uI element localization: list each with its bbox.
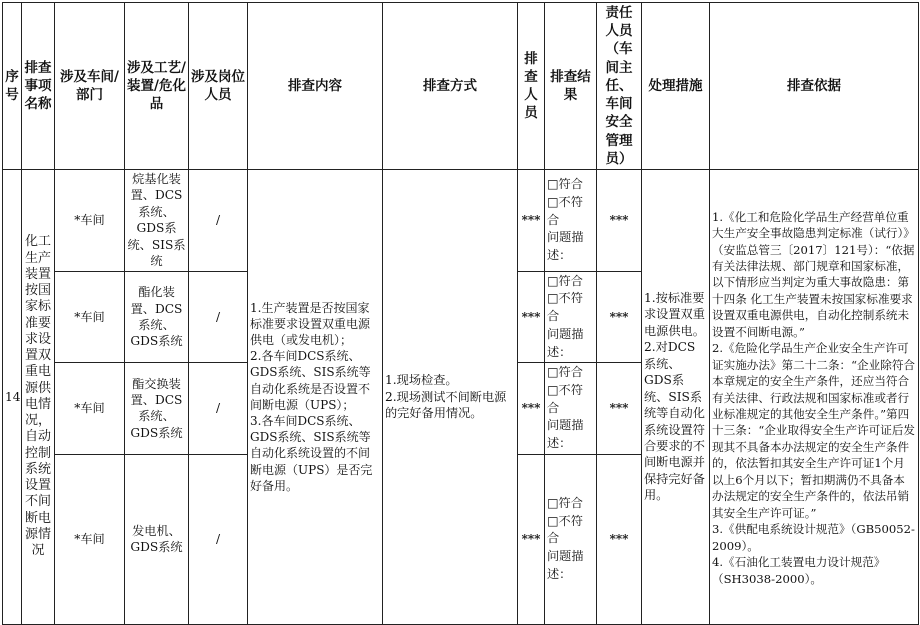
row-result: □符合 □不符合 问题描述： xyxy=(545,363,597,454)
header-post: 涉及岗位人员 xyxy=(189,3,248,170)
header-item: 排查事项名称 xyxy=(22,3,55,170)
row-dept: *车间 xyxy=(55,169,125,271)
row-result: □符合 □不符合 问题描述： xyxy=(545,454,597,624)
header-measures: 处理措施 xyxy=(642,3,710,170)
header-inspector: 排查人员 xyxy=(518,3,545,170)
row-process: 烷基化装置、DCS系统、GDS系统、SIS系统 xyxy=(125,169,189,271)
inspection-table xyxy=(2,2,919,625)
row-dept: *车间 xyxy=(55,363,125,454)
header-responsible: 责任人员（车间主任、车间安全管理员） xyxy=(597,3,642,170)
row-content: 1.生产装置是否按国家标准要求设置双重电源供电（或发电机）； 2.各车间DCS系统、GDS系统、SIS系统等自动化系统是否设置不间断电源（UPS）； 3.各车间DCS系统、GDS系统、SIS系统等自动化系统设置的不间断电源（UPS）是否完好备用。 xyxy=(248,169,383,624)
row-post: / xyxy=(189,454,248,624)
row-post: / xyxy=(189,169,248,271)
row-result: □符合 □不符合 问题描述： xyxy=(545,169,597,271)
header-seq: 序号 xyxy=(3,3,22,170)
row-process: 酯交换装置、DCS系统、GDS系统 xyxy=(125,363,189,454)
row-responsible: *** xyxy=(597,169,642,271)
header-row xyxy=(3,3,919,170)
row-process: 酯化装置、DCS系统、GDS系统 xyxy=(125,271,189,362)
header-process: 涉及工艺/装置/危化品 xyxy=(125,3,189,170)
row-dept: *车间 xyxy=(55,271,125,362)
row-responsible: *** xyxy=(597,271,642,362)
row-process: 发电机、GDS系统 xyxy=(125,454,189,624)
row-post: / xyxy=(189,363,248,454)
table-row xyxy=(3,169,919,271)
row-post: / xyxy=(189,271,248,362)
row-seq: 14 xyxy=(3,169,22,624)
row-responsible: *** xyxy=(597,363,642,454)
header-dept: 涉及车间/部门 xyxy=(55,3,125,170)
row-responsible: *** xyxy=(597,454,642,624)
header-result: 排查结果 xyxy=(545,3,597,170)
row-item-name: 化工生产装置按国家标准要求设置双重电源供电情况，自动控制系统设置不间断电源情况 xyxy=(22,169,55,624)
header-method: 排查方式 xyxy=(383,3,518,170)
row-inspector: *** xyxy=(518,363,545,454)
row-dept: *车间 xyxy=(55,454,125,624)
row-method: 1.现场检查。 2.现场测试不间断电源的完好备用情况。 xyxy=(383,169,518,624)
row-basis: 1.《化工和危险化学品生产经营单位重大生产安全事故隐患判定标准（试行）》（安监总管三〔2017〕121号）：“依据有关法律法规、部门规章和国家标准，以下情形应当判定为重大事故隐患：第十四条 化工生产装置未按国家标准要求设置双重电源供电，自动化控制系统未设置不间断电源。” 2.《危险化学品生产企业安全生产许可证实施办法》第二十二条：“企业除符合本章规定的安全生产条件，还应当符合有关法律、行政法规和国家标准或者行业标准规定的其他安全生产条件。”第四十三条：“企业取得安全生产许可证后发现其不具备本办法规定的安全生产条件的，依法暂扣其安全生产许可证1个月以上6个月以下；暂扣期满仍不具备本办法规定的安全生产条件的，依法吊销其安全生产许可证。” 3.《供配电系统设计规范》（GB50052-2009）。 4.《石油化工装置电力设计规范》（SH3038-2000）。 xyxy=(710,169,919,624)
header-content: 排查内容 xyxy=(248,3,383,170)
header-basis: 排查依据 xyxy=(710,3,919,170)
row-result: □符合 □不符合 问题描述： xyxy=(545,271,597,362)
row-inspector: *** xyxy=(518,271,545,362)
row-measures: 1.按标准要求设置双重电源供电。 2.对DCS系统、GDS系统、SIS系统等自动化系统设置符合要求的不间断电源并保持完好备用。 xyxy=(642,169,710,624)
row-inspector: *** xyxy=(518,169,545,271)
row-inspector: *** xyxy=(518,454,545,624)
